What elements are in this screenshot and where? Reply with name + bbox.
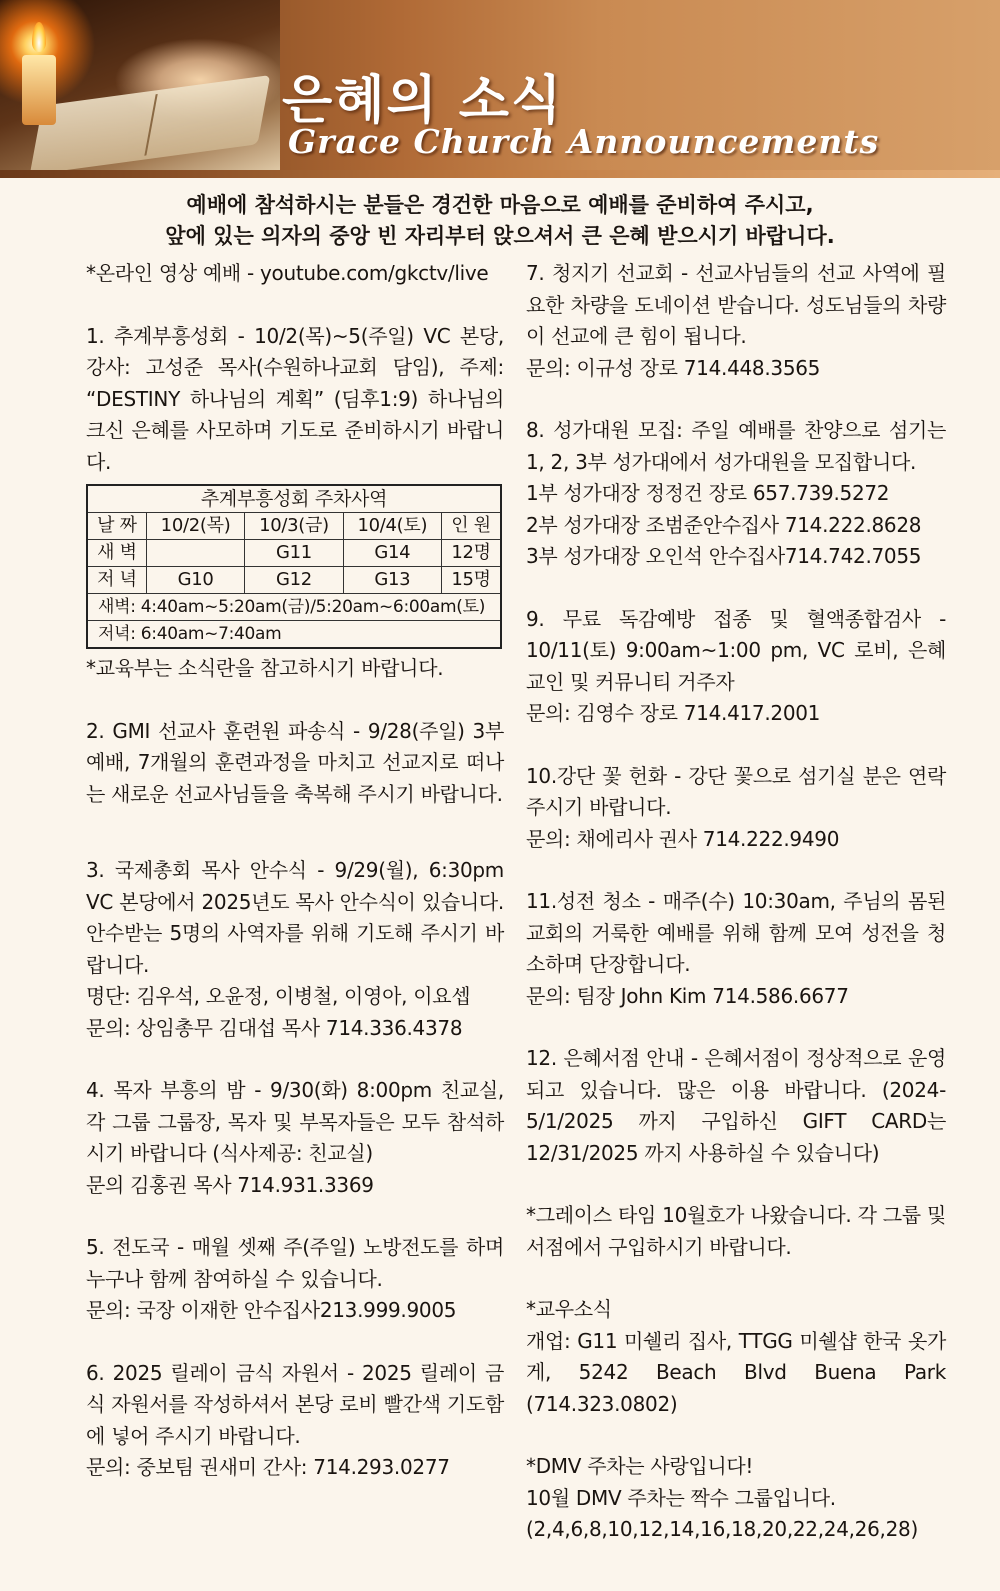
announcement-9-text: 9. 무료 독감예방 접종 및 혈액종합검사 - 10/11(토) 9:00am~1:00 pm, VC 로비, 은혜교인 및 커뮤니티 거주자: [526, 606, 946, 694]
right-column: [526, 258, 946, 1546]
candle-bible-image: [0, 0, 280, 178]
header-banner: [0, 0, 1000, 178]
table-cell: G10: [146, 567, 244, 594]
announcement-11-contact: 문의: 팀장 John Kim 714.586.6677: [526, 983, 849, 1008]
announcement-10-contact: 문의: 채에리사 권사 714.222.9490: [526, 826, 840, 851]
table-cell: G12: [245, 567, 343, 594]
table-cell: [146, 540, 244, 567]
table-cell: G14: [343, 540, 441, 567]
announcement-10-text: 10.강단 꽃 헌화 - 강단 꽃으로 섬기실 분은 연락 주시기 바랍니다.: [526, 763, 946, 819]
announcement-10: [526, 761, 946, 856]
member-news-text: 개업: G11 미쉘리 집사, TTGG 미쉘샵 한국 옷가게, 5242 Beach Blvd Buena Park (714.323.0802): [526, 1328, 946, 1416]
table-row: [87, 567, 501, 594]
flame-icon: [32, 22, 46, 52]
announcement-7: [526, 258, 946, 384]
table-cell: 저 녁: [87, 567, 146, 594]
announcement-8: [526, 415, 946, 573]
table-header: 10/4(토): [343, 513, 441, 540]
dmv-parking: [526, 1451, 946, 1546]
announcement-2: [86, 716, 504, 811]
announcement-columns: [86, 258, 946, 1546]
page-title: 은혜의 소식: [282, 71, 564, 131]
announcement-12: [526, 1043, 946, 1169]
left-column: [86, 258, 504, 1546]
intro-line-1: 예배에 참석하시는 분들은 경건한 마음으로 예배를 준비하여 주시고,: [186, 193, 814, 217]
announcement-9-contact: 문의: 김영수 장로 714.417.2001: [526, 701, 821, 725]
announcement-4: [86, 1075, 504, 1201]
bible-icon: [30, 75, 271, 175]
announcement-11-text: 11.성전 청소 - 매주(수) 10:30am, 주님의 몸된 교회의 거룩한 예배를 위해 함께 모여 성전을 청소하며 단장합니다.: [526, 889, 946, 976]
intro-line-2: 앞에 있는 의자의 중앙 빈 자리부터 앉으셔서 큰 은혜 받으시기 바랍니다.: [165, 224, 835, 248]
dmv-line-1: 10월 DMV 주차는 짝수 그룹입니다.: [526, 1485, 836, 1510]
dmv-line-2: (2,4,6,8,10,12,14,16,18,20,22,24,26,28): [526, 1517, 918, 1541]
table-header: 10/2(목): [146, 513, 244, 540]
announcement-5-contact: 문의: 국장 이재한 안수집사213.999.9005: [86, 1298, 457, 1322]
announcement-7-text: 7. 청지기 선교회 - 선교사님들의 선교 사역에 필요한 차량을 도네이션 받습니다. 성도님들의 차량이 선교에 큰 힘이 됩니다.: [526, 261, 946, 348]
intro-text: [0, 190, 1000, 252]
table-header: 날 짜: [87, 513, 146, 540]
announcement-6-contact: 문의: 중보팀 권새미 간사: 714.293.0277: [86, 1455, 450, 1479]
member-news-heading: *교우소식: [526, 1297, 612, 1321]
banner-divider: [0, 170, 1000, 178]
table-cell: 12명: [442, 540, 501, 567]
announcement-3-contact: 문의: 상임총무 김대섭 목사 714.336.4378: [86, 1015, 463, 1040]
table-header: 인 원: [442, 513, 501, 540]
table-note: 새벽: 4:40am~5:20am(금)/5:20am~6:00am(토): [87, 594, 501, 621]
announcement-3-names: 명단: 김우석, 오윤정, 이병철, 이영아, 이요셉: [86, 984, 471, 1008]
announcement-9: [526, 604, 946, 730]
parking-schedule-table: [86, 484, 502, 649]
announcement-12-text: 12. 은혜서점 안내 - 은혜서점이 정상적으로 운영되고 있습니다. 많은 이용 바랍니다. (2024-5/1/2025 까지 구입하신 GIFT CARD는 12/31/2025 까지 사용하실 수 있습니다): [526, 1046, 946, 1165]
education-note-text: *교육부는 소식란을 참고하시기 바랍니다.: [86, 656, 444, 680]
grace-time-note: [526, 1200, 946, 1263]
choir-leader-3: 3부 성가대장 오인석 안수집사714.742.7055: [526, 544, 922, 568]
announcement-8-text: 8. 성가대원 모집: 주일 예배를 찬양으로 섬기는 1, 2, 3부 성가대에서 성가대원을 모집합니다.: [526, 418, 946, 474]
table-caption: 추계부흥성회 주차사역: [87, 485, 501, 513]
announcement-6-text: 6. 2025 릴레이 금식 자원서 - 2025 릴레이 금식 자원서를 작성하셔서 본당 로비 빨간색 기도함에 넣어 주시기 바랍니다.: [86, 1360, 504, 1448]
grace-time-text: *그레이스 타임 10월호가 나왔습니다. 각 그룹 및 서점에서 구입하시기 바랍니다.: [526, 1203, 946, 1259]
table-cell: 15명: [442, 567, 501, 594]
announcement-1-text: 1. 추계부흥성회 - 10/2(목)~5(주일) VC 본당, 강사: 고성준 목사(수원하나교회 담임), 주제: “DESTINY 하나님의 계획” (딤후1:9) 하나님의 크신 은혜를 사모하며 기도로 준비하시기 바랍니다.: [86, 323, 504, 474]
member-news: [526, 1294, 946, 1420]
announcement-3: [86, 855, 504, 1044]
table-header: 10/3(금): [245, 513, 343, 540]
announcement-3-text: 3. 국제총회 목사 안수식 - 9/29(월), 6:30pm VC 본당에서 2025년도 목사 안수식이 있습니다. 안수받는 5명의 사역자를 위해 기도해 주시기 바랍니다.: [86, 858, 504, 977]
table-cell: G13: [343, 567, 441, 594]
announcement-1: [86, 321, 504, 650]
announcement-7-contact: 문의: 이규성 장로 714.448.3565: [526, 355, 821, 380]
announcement-5-text: 5. 전도국 - 매월 셋째 주(주일) 노방전도를 하며 누구나 함께 참여하실 수 있습니다.: [86, 1235, 504, 1291]
choir-leader-1: 1부 성가대장 정정건 장로 657.739.5272: [526, 481, 890, 505]
announcement-5: [86, 1232, 504, 1327]
table-note: 저녁: 6:40am~7:40am: [87, 621, 501, 649]
announcement-11: [526, 886, 946, 1012]
announcement-6: [86, 1358, 504, 1484]
page-subtitle: Grace Church Announcements: [288, 122, 880, 161]
announcement-4-contact: 문의 김홍권 목사 714.931.3369: [86, 1172, 374, 1197]
table-cell: G11: [245, 540, 343, 567]
announcement-4-text: 4. 목자 부흥의 밤 - 9/30(화) 8:00pm 친교실, 각 그룹 그룹장, 목자 및 부목자들은 모두 참석하시기 바랍니다 (식사제공: 친교실): [86, 1078, 504, 1165]
online-worship-text: *온라인 영상 예배 - youtube.com/gkctv/live: [86, 261, 489, 285]
online-worship: [86, 258, 504, 290]
dmv-heading: *DMV 주차는 사랑입니다!: [526, 1454, 754, 1478]
candle-icon: [22, 55, 56, 125]
table-cell: 새 벽: [87, 540, 146, 567]
education-note: [86, 653, 504, 685]
table-header-row: [87, 513, 501, 540]
choir-leader-2: 2부 성가대장 조범준안수집사 714.222.8628: [526, 512, 922, 537]
announcement-2-text: 2. GMI 선교사 훈련원 파송식 - 9/28(주일) 3부 예배, 7개월의 훈련과정을 마치고 선교지로 떠나는 새로운 선교사님들을 축복해 주시기 바랍니다.: [86, 718, 504, 806]
table-row: [87, 540, 501, 567]
